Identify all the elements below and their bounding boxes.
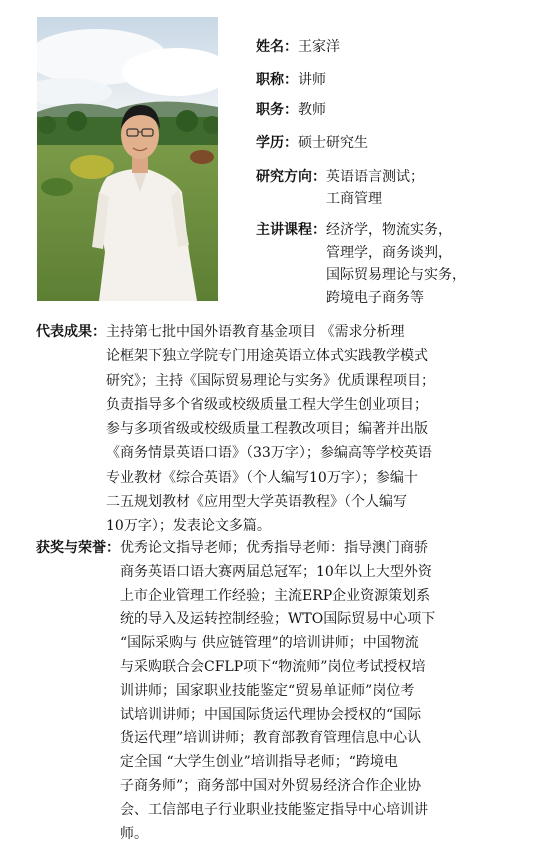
profile-photo-image [37,17,218,301]
post-row [256,99,326,121]
awards-section [36,537,516,846]
achievements-section [36,320,516,539]
name-row [256,36,340,58]
post-value: 教师 [298,102,326,118]
title-row [256,69,326,91]
education-value: 硕士研究生 [298,135,368,151]
name-value: 王家洋 [298,39,340,55]
research-value: 英语语言测试； 工商管理 [326,169,424,207]
education-row [256,132,368,154]
courses-value: 经济学，物流实务， 管理学，商务谈判， 国际贸易理论与实务， 跨境电子商务等 [326,222,466,306]
courses-row [256,219,466,309]
post-label: 职务： [256,102,298,118]
achievements-text: 主持第七批中国外语教育基金项目 《需求分析理 论框架下独立学院专门用途英语立体式实践教学模式 研究》；主持《国际贸易理论与实务》优质课程项目； 负责指导多个省级或校级质量工程大学生创业项目； 参与多项省级或校级质量工程教改项目；编著并出版 《商务情景英语口语》（33万字）；参编高等学校英语 专业教材《综合英语》（个人编写10万字）；参编十 二五规划教材《应用型大学英语教程》（个人编写 10万字）；发表论文多篇。 [106,324,435,535]
research-label: 研究方向： [256,169,326,185]
education-label: 学历： [256,135,298,151]
name-label: 姓名： [256,39,298,55]
awards-label: 获奖与荣誉： [36,540,120,556]
research-row [256,166,424,210]
title-value: 讲师 [298,72,326,88]
awards-text: 优秀论文指导老师；优秀指导老师：指导澳门商骄 商务英语口语大赛两届总冠军；10年以上大型外资 上市企业管理工作经验；主流ERP企业资源策划系 统的导入及运转控制经验；WTO国际贸易中心项下 “国际采购与 供应链管理”的培训讲师；中国物流 与采购联合会CFLP项下“物流师”岗位考试授权培 训讲师；国家职业技能鉴定“贸易单证师”岗位考 试培训讲师；中国国际货运代理协会授权的“国际 货运代理”培训讲师；教育部教育管理信息中心认 定全国 “大学生创业”培训指导老师；“跨境电 子商务师”；商务部中国对外贸易经济合作企业协 会、工信部电子行业职业技能鉴定指导中心培训讲 师。 [120,540,436,842]
achievements-label: 代表成果： [36,324,106,340]
courses-label: 主讲课程： [256,222,326,238]
profile-photo [37,17,218,301]
title-label: 职称： [256,72,298,88]
